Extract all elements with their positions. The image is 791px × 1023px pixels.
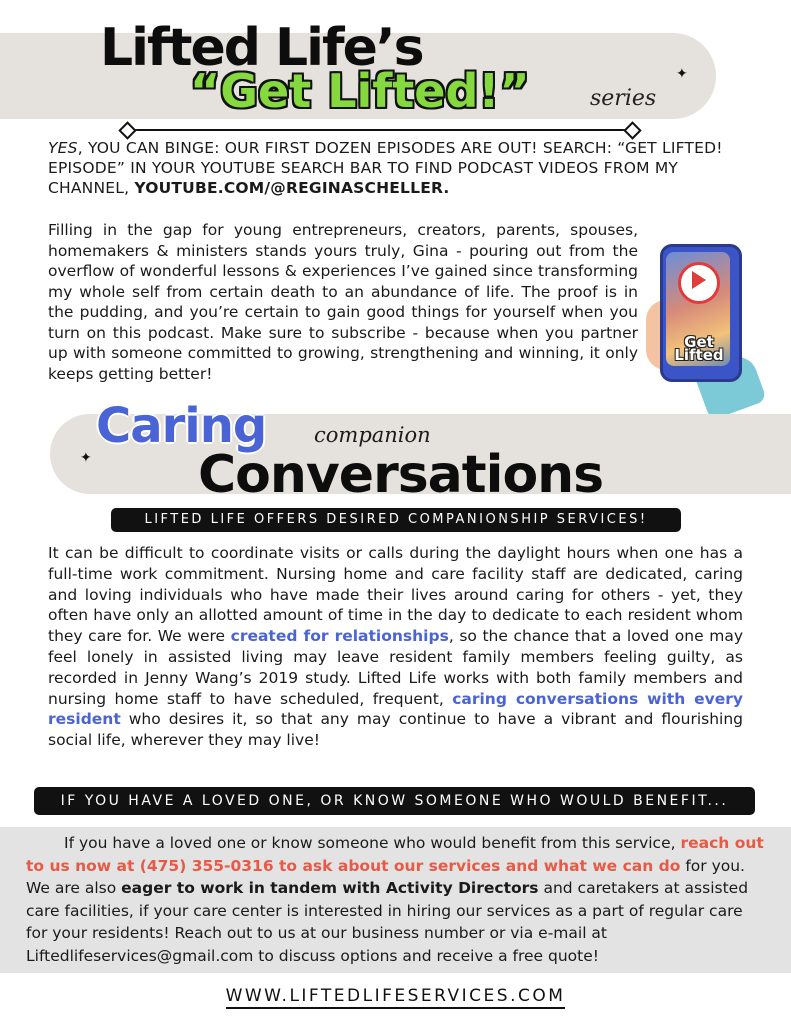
series-label: series xyxy=(590,86,657,111)
diamond-icon xyxy=(623,121,641,139)
sparkle-icon: ✦ xyxy=(80,450,92,466)
benefit-banner: IF YOU HAVE A LOVED ONE, OR KNOW SOMEONE WHO WOULD BENEFIT... xyxy=(34,787,755,815)
website-link[interactable]: WWW.LIFTEDLIFESERVICES.COM xyxy=(226,986,566,1009)
care-text-3: who desires it, so that any may continue to have a vibrant and flourishing social life, wherever they may live! xyxy=(48,710,743,750)
contact-text-3: and caretakers at assisted care facilities, if your care center is interested in hiring our services as a part of regular care for your residents! Reach out to us at our business number or via e-mail at Liftedlifeservices@gmail.com to discuss options and receive a free quote! xyxy=(26,879,749,965)
phone-logo-line2: Lifted xyxy=(674,346,724,364)
highlight-conversations: caring conversations with every resident xyxy=(48,689,744,729)
website-footer xyxy=(0,986,791,1006)
play-triangle-icon xyxy=(692,271,706,289)
caring-heading: Caring xyxy=(96,398,267,454)
sparkle-icon: ✦ xyxy=(676,66,688,82)
intro-text: , YOU CAN BINGE: OUR FIRST DOZEN EPISODES ARE OUT! SEARCH: “GET LIFTED! EPISODE” IN YOUR YOUTUBE SEARCH BAR TO FIND PODCAST VIDEOS FROM MY CHANNEL, xyxy=(48,139,723,197)
series-title: “Get Lifted!” xyxy=(190,64,530,118)
care-paragraph xyxy=(48,543,743,751)
channel-link[interactable]: YOUTUBE.COM/@REGINASCHELLER. xyxy=(134,179,450,197)
services-banner: LIFTED LIFE OFFERS DESIRED COMPANIONSHIP SERVICES! xyxy=(111,508,681,532)
intro-paragraph xyxy=(48,138,743,198)
contact-paragraph xyxy=(26,832,767,967)
contact-text-2: for you. We are also xyxy=(26,856,745,897)
contact-phone-callout[interactable]: reach out to us now at (475) 355-0316 to ask about our services and what we can do xyxy=(26,834,764,875)
care-text-1: It can be difficult to coordinate visits or calls during the daylight hours when one has a full-time work commitment. Nursing home and care facility staff are dedicated, caring and loving individuals who have made their lives around caring for others - yet, they often have only an allotted amount of time in the day to dedicate to each resident whom they care for. We were xyxy=(48,544,743,646)
contact-bold: eager to work in tandem with Activity Directors xyxy=(121,879,539,897)
diamond-icon xyxy=(118,121,136,139)
contact-text-1: If you have a loved one or know someone who would benefit from this service, xyxy=(64,834,681,852)
intro-yes: YES xyxy=(48,139,78,157)
podcast-paragraph: Filling in the gap for young entrepreneurs, creators, parents, spouses, homemakers & ministers stands yours truly, Gina - pouring out from the overflow of wonderful lessons & experiences I’ve gained since transforming my whole self from certain death to an abundance of life. The proof is in the pudding, and you’re certain to gain good things for yourself when you turn on this podcast. Make sure to subscribe - because when you partner up with someone committed to growing, strengthening and winning, it only keeps getting better! xyxy=(48,221,638,383)
companion-label: companion xyxy=(314,423,431,447)
phone-logo xyxy=(668,333,730,364)
highlight-relationships: created for relationships xyxy=(230,627,449,646)
divider-line xyxy=(128,129,632,131)
phone-logo-line1: Get xyxy=(684,333,714,351)
conversations-heading: Conversations xyxy=(198,445,604,505)
care-text-2: , so the chance that a loved one may feel lonely in assisted living may leave resident family members feeling guilty, as recorded in Jenny Wang’s 2019 study. Lifted Life works with both family members and nursing home staff to have scheduled, frequent, xyxy=(48,627,743,708)
page-title: Lifted Life’s xyxy=(100,18,423,78)
